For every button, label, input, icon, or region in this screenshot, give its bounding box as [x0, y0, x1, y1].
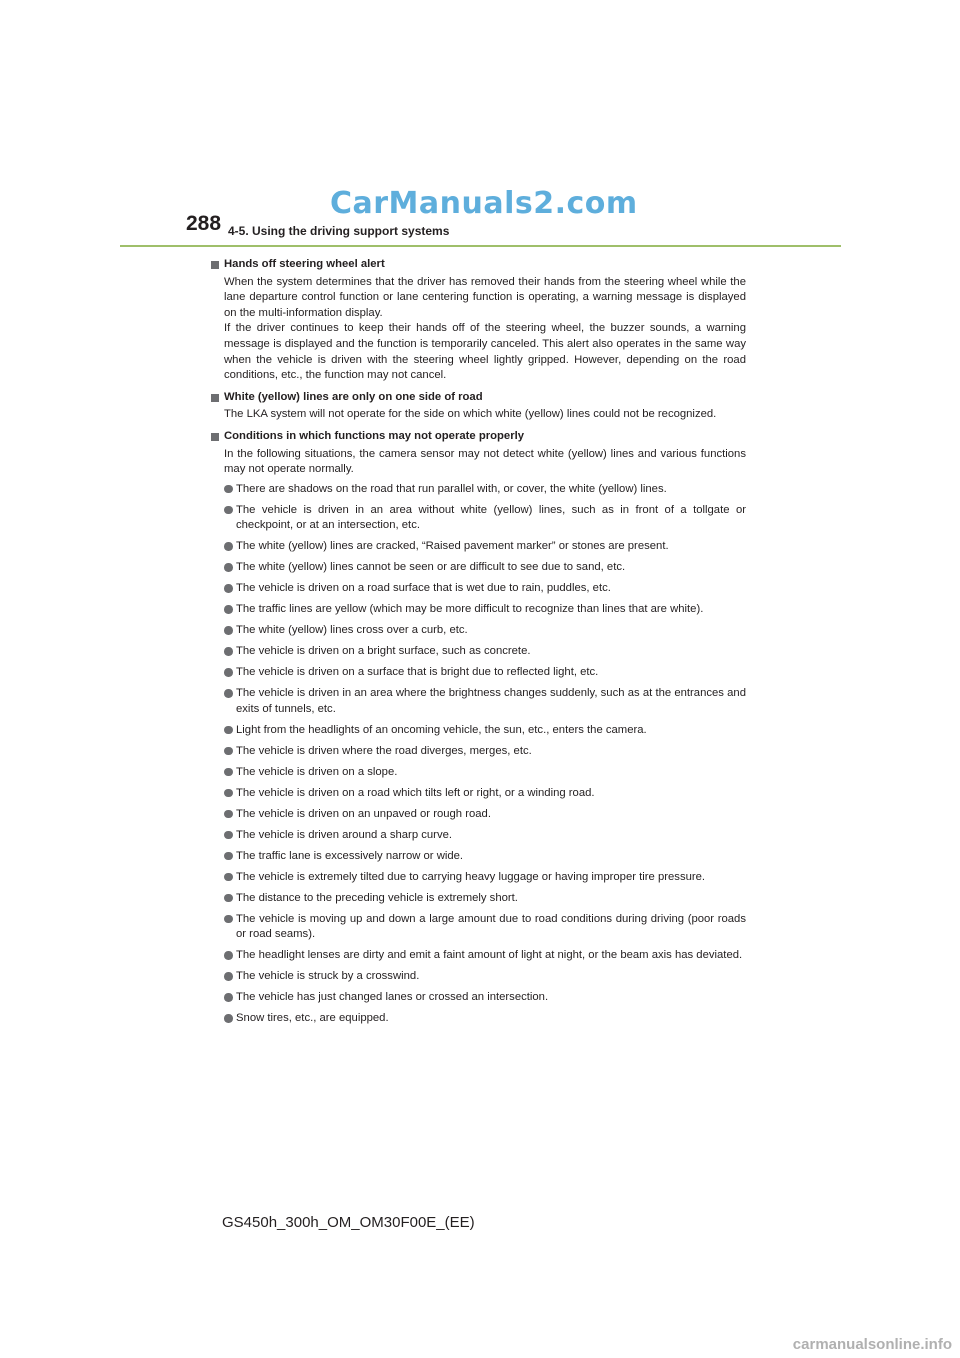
- list-item: [210, 723, 746, 739]
- list-item: [210, 644, 746, 660]
- watermark-logo: CarManuals2.com: [330, 186, 638, 221]
- list-item-text: The traffic lines are yellow (which may be more difficult to recognize than lines that are white).: [236, 603, 704, 616]
- square-bullet-icon: [211, 394, 219, 402]
- round-bullet-icon: [224, 668, 233, 677]
- list-item-text: The white (yellow) lines cross over a curb, etc.: [236, 624, 468, 637]
- list-item: [210, 1011, 746, 1027]
- chapter-title: 4-5. Using the driving support systems: [228, 224, 450, 238]
- list-item-text: There are shadows on the road that run parallel with, or cover, the white (yellow) lines.: [236, 482, 667, 495]
- list-item: [210, 503, 746, 534]
- page-content: [210, 257, 746, 1033]
- list-item: [210, 665, 746, 681]
- list-item-text: The vehicle is driven on a bright surface, such as concrete.: [236, 645, 531, 658]
- list-item: [210, 912, 746, 943]
- list-item-text: The vehicle is driven where the road diverges, merges, etc.: [236, 744, 532, 757]
- list-item: [210, 482, 746, 498]
- list-item-text: The vehicle is driven on a road which tilts left or right, or a winding road.: [236, 786, 595, 799]
- round-bullet-icon: [224, 584, 233, 593]
- section-heading: [210, 429, 746, 445]
- round-bullet-icon: [224, 789, 233, 798]
- section-heading: [210, 257, 746, 273]
- round-bullet-icon: [224, 1014, 233, 1023]
- round-bullet-icon: [224, 873, 233, 882]
- round-bullet-icon: [224, 951, 233, 960]
- section-hands-off-alert: [210, 257, 746, 384]
- section-heading-text: Conditions in which functions may not operate properly: [224, 429, 525, 442]
- round-bullet-icon: [224, 894, 233, 903]
- list-item: [210, 849, 746, 865]
- list-item-text: The vehicle is extremely tilted due to carrying heavy luggage or having improper tire pressure.: [236, 870, 706, 883]
- round-bullet-icon: [224, 506, 233, 515]
- list-item-text: The traffic lane is excessively narrow or wide.: [236, 849, 464, 862]
- round-bullet-icon: [224, 542, 233, 551]
- round-bullet-icon: [224, 747, 233, 756]
- list-item-text: The vehicle is driven in an area where the brightness changes suddenly, such as at the entrances and exits of tunnels, etc.: [236, 687, 746, 715]
- list-item-text: The vehicle is driven on a road surface that is wet due to rain, puddles, etc.: [236, 582, 611, 595]
- round-bullet-icon: [224, 689, 233, 698]
- list-item-text: The vehicle is moving up and down a large amount due to road conditions during driving (poor roads or road seams).: [236, 912, 746, 941]
- list-item: [210, 581, 746, 597]
- round-bullet-icon: [224, 852, 233, 861]
- list-item-text: The vehicle is driven in an area without white (yellow) lines, such as in front of a tollgate or checkpoint, or at an intersection, etc.: [236, 503, 746, 532]
- list-item-text: The headlight lenses are dirty and emit a faint amount of light at night, or the beam axis has deviated.: [236, 949, 743, 962]
- round-bullet-icon: [224, 485, 233, 494]
- list-item-text: The vehicle is driven on a surface that is bright due to reflected light, etc.: [236, 666, 599, 679]
- list-item-text: The white (yellow) lines cannot be seen or are difficult to see due to sand, etc.: [236, 561, 626, 574]
- condition-list: [210, 482, 746, 1027]
- list-item-text: The vehicle is struck by a crosswind.: [236, 970, 420, 983]
- paragraph: The LKA system will not operate for the side on which white (yellow) lines could not be recognized.: [224, 408, 717, 421]
- section-conditions: [210, 429, 746, 1027]
- list-item: [210, 765, 746, 781]
- list-item: [210, 560, 746, 576]
- list-item: [210, 828, 746, 844]
- list-item-text: The vehicle is driven around a sharp curve.: [236, 828, 453, 841]
- list-item: [210, 870, 746, 886]
- section-heading-text: Hands off steering wheel alert: [224, 258, 385, 270]
- round-bullet-icon: [224, 605, 233, 614]
- list-item: [210, 891, 746, 907]
- paragraph: In the following situations, the camera sensor may not detect white (yellow) lines and various functions may not operate normally.: [224, 447, 746, 476]
- list-item-text: The vehicle is driven on an unpaved or rough road.: [236, 807, 491, 820]
- round-bullet-icon: [224, 563, 233, 572]
- round-bullet-icon: [224, 768, 233, 777]
- list-item-text: Snow tires, etc., are equipped.: [236, 1012, 389, 1025]
- list-item: [210, 990, 746, 1006]
- list-item-text: The vehicle has just changed lanes or crossed an intersection.: [236, 991, 549, 1004]
- square-bullet-icon: [211, 261, 219, 269]
- header-divider: [120, 245, 841, 247]
- list-item-text: The white (yellow) lines are cracked, “Raised pavement marker” or stones are present.: [236, 540, 669, 553]
- list-item: [210, 623, 746, 639]
- list-item: [210, 969, 746, 985]
- list-item: [210, 744, 746, 760]
- section-heading-text: White (yellow) lines are only on one side of road: [224, 390, 483, 403]
- watermark-url: carmanualsonline.info: [792, 1336, 952, 1353]
- round-bullet-icon: [224, 626, 233, 635]
- list-item-text: Light from the headlights of an oncoming vehicle, the sun, etc., enters the camera.: [236, 723, 647, 736]
- page-number: 288: [186, 212, 222, 235]
- list-item: [210, 786, 746, 802]
- round-bullet-icon: [224, 726, 233, 735]
- document-code: GS450h_300h_OM_OM30F00E_(EE): [222, 1214, 475, 1231]
- square-bullet-icon: [211, 433, 219, 441]
- round-bullet-icon: [224, 831, 233, 840]
- list-item-text: The vehicle is driven on a slope.: [236, 765, 398, 778]
- round-bullet-icon: [224, 993, 233, 1002]
- section-heading: [210, 390, 746, 406]
- list-item: [210, 602, 746, 618]
- list-item: [210, 686, 746, 717]
- round-bullet-icon: [224, 647, 233, 656]
- list-item: [210, 807, 746, 823]
- list-item: [210, 948, 746, 964]
- section-one-side-lines: [210, 390, 746, 423]
- paragraph: If the driver continues to keep their hands off of the steering wheel, the buzzer sounds, a warning message is displayed and the function is temporarily canceled. This alert also operates in the same way when the vehicle is driven with the steering wheel lightly gripped. However, depending on the road conditions, etc., the function may not cancel.: [224, 322, 746, 382]
- round-bullet-icon: [224, 810, 233, 819]
- list-item: [210, 539, 746, 555]
- round-bullet-icon: [224, 915, 233, 924]
- paragraph: When the system determines that the driver has removed their hands from the steering wheel while the lane departure control function or lane centering function is operating, a warning message is displayed on the multi-information display.: [224, 275, 746, 319]
- list-item-text: The distance to the preceding vehicle is extremely short.: [236, 891, 518, 904]
- round-bullet-icon: [224, 972, 233, 981]
